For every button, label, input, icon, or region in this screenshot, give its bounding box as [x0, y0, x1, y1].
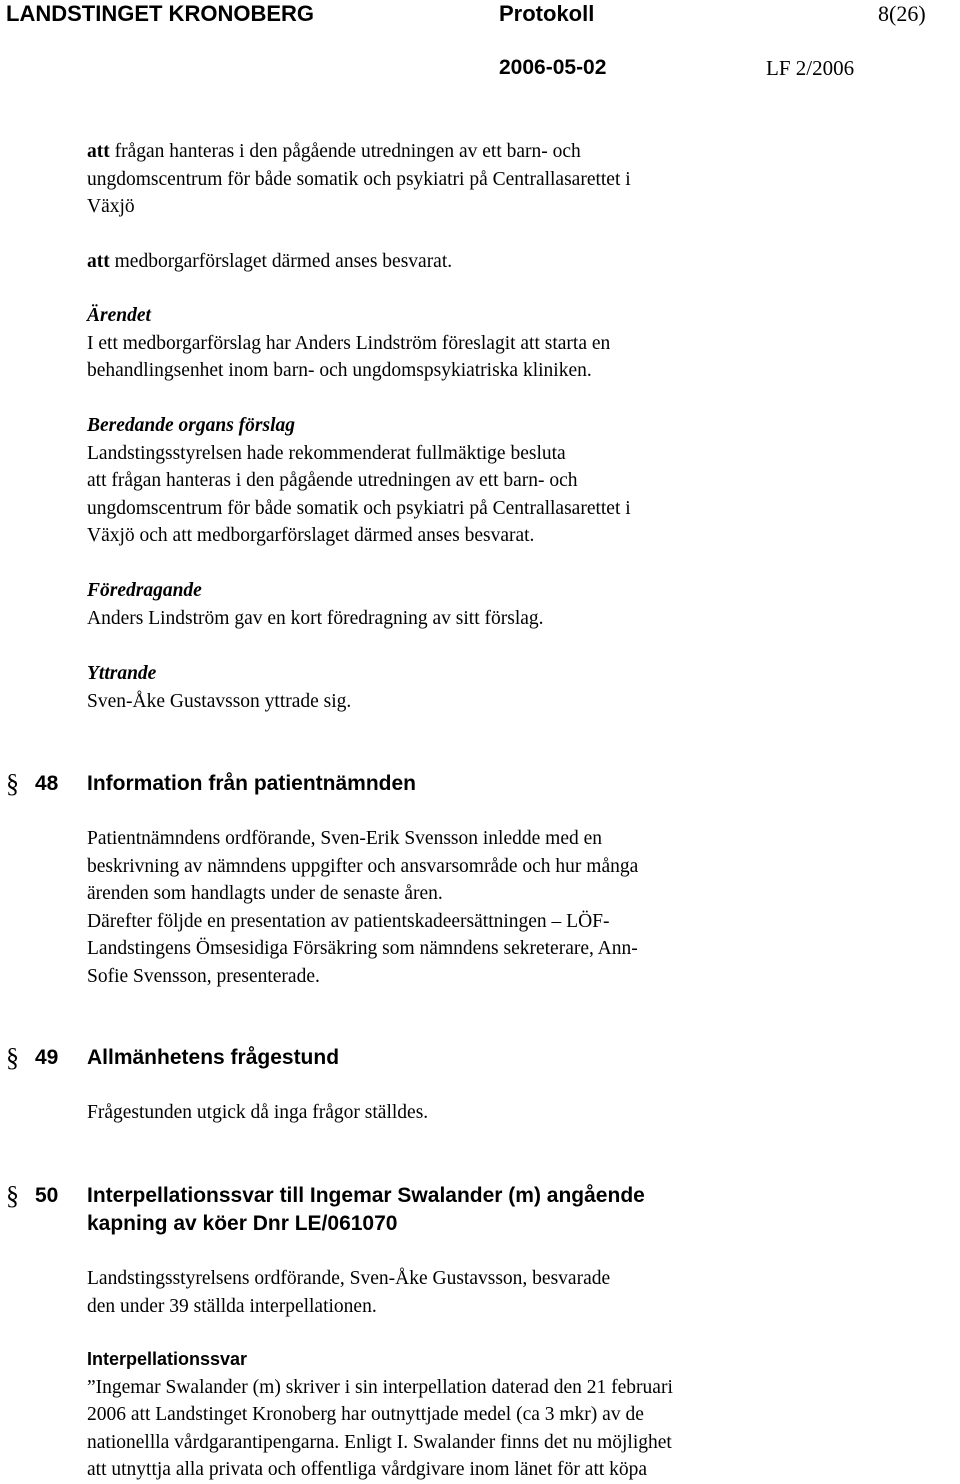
body-line: I ett medborgarförslag har Anders Lindström föreslagit att starta en	[87, 332, 611, 354]
arendet-section	[87, 302, 887, 385]
foredragande-section	[87, 577, 887, 632]
interpellationssvar-section	[87, 1346, 887, 1484]
sub-heading: Interpellationssvar	[87, 1349, 248, 1369]
section-heading: Ärendet	[87, 305, 151, 326]
clause-text: frågan hanteras i den pågående utredningen av ett barn- och	[114, 141, 581, 162]
body-line: Därefter följde en presentation av patientskadeersättningen – LÖF-	[87, 910, 610, 932]
body-line: Anders Lindström gav en kort föredragning av sitt förslag.	[87, 607, 544, 629]
body-line: 2006 att Landstinget Kronoberg har outnyttjade medel (ca 3 mkr) av de	[87, 1404, 644, 1425]
organization-name: LANDSTINGET KRONOBERG	[6, 1, 314, 26]
section-heading: Föredragande	[87, 580, 202, 601]
paragraph-symbol: §	[6, 1181, 19, 1210]
body-line: nationellla vårdgarantipengarna. Enligt I. Swalander finns det nu möjlighet	[87, 1431, 672, 1453]
att-keyword: att	[87, 251, 110, 272]
clause-text: medborgarförslaget därmed anses besvarat.	[114, 251, 453, 272]
body-line: beskrivning av nämndens uppgifter och ansvarsområde och hur många	[87, 855, 639, 877]
document-type: Protokoll	[499, 1, 595, 26]
body-line: Landstingsstyrelsens ordförande, Sven-Åke Gustavsson, besvarade	[87, 1268, 611, 1289]
yttrande-section	[87, 660, 887, 715]
body-line: att frågan hanteras i den pågående utredningen av ett barn- och	[87, 470, 578, 491]
body-line: Landstingsstyrelsen hade rekommenderat fullmäktige besluta	[87, 442, 566, 464]
section-49-body	[87, 1099, 887, 1127]
section-title: Allmänhetens frågestund	[87, 1046, 340, 1069]
section-48-body	[87, 825, 887, 990]
body-line: Växjö och att medborgarförslaget därmed anses besvarat.	[87, 525, 535, 546]
decision-clause-1	[87, 138, 887, 221]
att-keyword: att	[87, 141, 110, 162]
body-line: ärenden som handlagts under de senaste åren.	[87, 883, 443, 904]
body-line: Frågestunden utgick då inga frågor ställdes.	[87, 1102, 429, 1123]
body-line: ungdomscentrum för både somatik och psykiatri på Centrallasarettet i	[87, 497, 631, 519]
body-line: Landstingens Ömsesidiga Försäkring som nämndens sekreterare, Ann-	[87, 938, 638, 959]
page-number: 8(26)	[878, 1, 926, 26]
section-number: 49	[35, 1046, 59, 1069]
section-50-body	[87, 1265, 887, 1320]
body-line: att utnyttja alla privata och offentliga vårdgivare inom länet för att köpa	[87, 1459, 648, 1480]
section-title-line: Interpellationssvar till Ingemar Swalander (m) angående	[87, 1184, 645, 1207]
document-reference: LF 2/2006	[766, 56, 855, 80]
document-date: 2006-05-02	[499, 56, 607, 79]
body-line: ”Ingemar Swalander (m) skriver i sin interpellation daterad den 21 februari	[87, 1376, 673, 1398]
body-line: Sven-Åke Gustavsson yttrade sig.	[87, 690, 352, 712]
section-title	[87, 1182, 645, 1238]
paragraph-symbol: §	[6, 1043, 19, 1072]
beredande-section	[87, 412, 887, 550]
body-line: Patientnämndens ordförande, Sven-Erik Svensson inledde med en	[87, 828, 603, 849]
body-line: behandlingsenhet inom barn- och ungdomspsykiatriska kliniken.	[87, 360, 592, 381]
section-number: 50	[35, 1184, 59, 1207]
section-heading: Yttrande	[87, 663, 157, 684]
section-heading: Beredande organs förslag	[87, 415, 296, 436]
decision-clause-2	[87, 248, 887, 276]
section-title: Information från patientnämnden	[87, 772, 417, 795]
paragraph-symbol: §	[6, 769, 19, 798]
section-title-line: kapning av köer Dnr LE/061070	[87, 1212, 398, 1235]
body-line: Sofie Svensson, presenterade.	[87, 965, 320, 987]
body-line: den under 39 ställda interpellationen.	[87, 1295, 377, 1317]
clause-text: Växjö	[87, 196, 135, 217]
section-number: 48	[35, 772, 59, 795]
clause-text: ungdomscentrum för både somatik och psykiatri på Centrallasarettet i	[87, 168, 631, 190]
